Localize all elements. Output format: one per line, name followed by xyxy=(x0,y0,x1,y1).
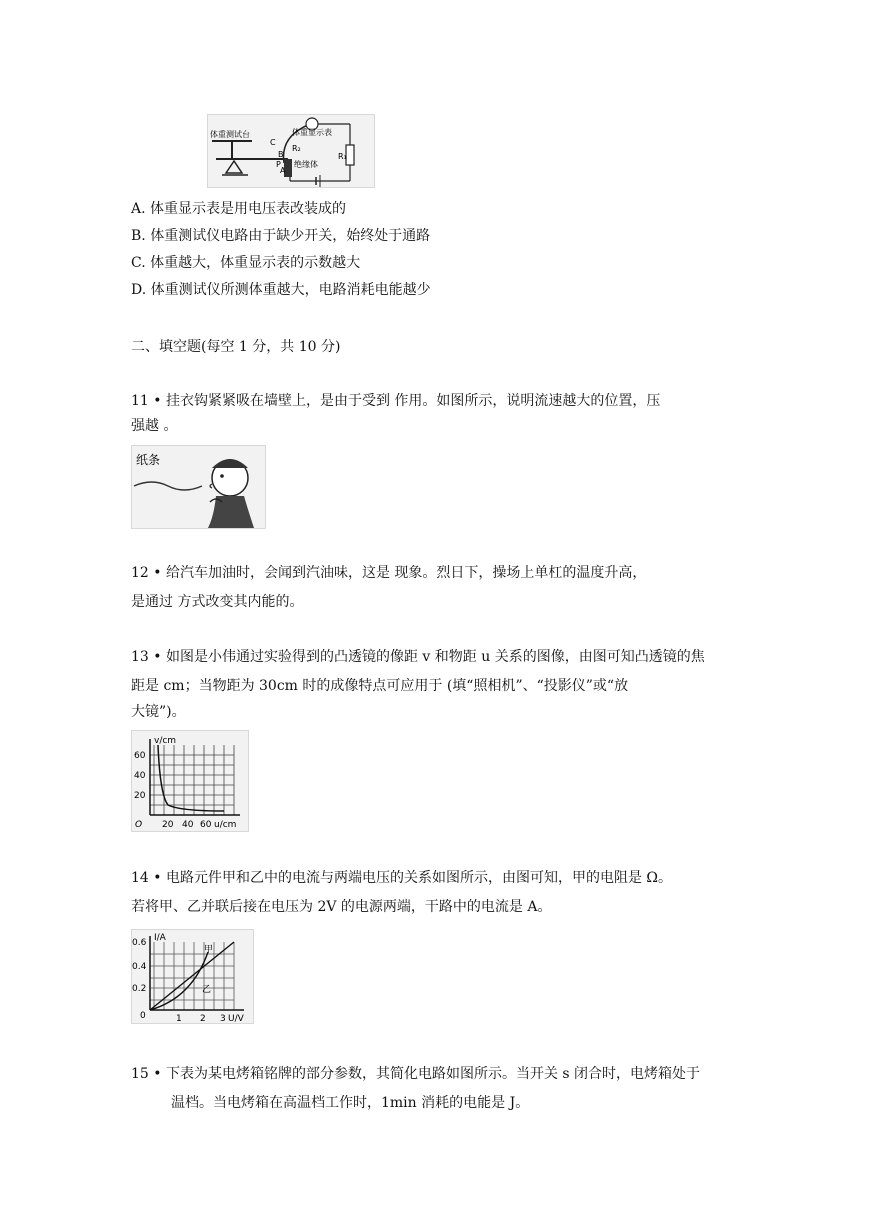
display-label: 体重显示表 xyxy=(292,128,332,137)
y-tick-40: 40 xyxy=(134,771,146,781)
option-c: C. 体重越大，体重显示表的示数越大 xyxy=(131,255,361,271)
y-tick-0-2: 0.2 xyxy=(132,984,147,994)
point-c-label: C xyxy=(270,138,276,147)
q12-line1: 12 • 给汽车加油时，会闻到汽油味，这是 现象。烈日下，操场上单杠的温度升高， xyxy=(131,565,647,581)
q13-line1: 13 • 如图是小伟通过实验得到的凸透镜的像距 v 和物距 u 关系的图像，由图可知凸透镜的焦 xyxy=(131,649,705,665)
option-a: A. 体重显示表是用电压表改装成的 xyxy=(131,201,347,217)
y-tick-60: 60 xyxy=(134,751,146,761)
q13-line2: 距是 cm；当物距为 30cm 时的成像特点可应用于 (填“照相机”、“投影仪”或“放 xyxy=(131,678,629,694)
series-yi-label: 乙 xyxy=(202,985,212,995)
x-tick-40: 40 xyxy=(182,820,194,830)
q11-line1: 11 • 挂衣钩紧紧吸在墙壁上，是由于受到 作用。如图所示，说明流速越大的位置，压 xyxy=(131,393,661,409)
platform-label: 体重测试台 xyxy=(210,130,250,139)
v-axis-label: v/cm xyxy=(154,736,177,746)
q15-line1: 15 • 下表为某电烤箱铭牌的部分参数，其简化电路如图所示。当开关 s 闭合时，电烤箱处于 xyxy=(131,1066,701,1082)
origin-label: 0 xyxy=(140,1011,146,1021)
q13-line3: 大镜”)。 xyxy=(131,704,186,720)
paper-strip-label: 纸条 xyxy=(136,453,161,467)
q14-line1: 14 • 电路元件甲和乙中的电流与两端电压的关系如图所示，由图可知，甲的电阻是 Ω。 xyxy=(131,870,673,886)
iu-graph-figure xyxy=(131,929,254,1024)
series-jia-label: 甲 xyxy=(204,945,214,955)
section-heading: 二、填空题(每空 1 分，共 10 分) xyxy=(131,339,341,355)
q14-line2: 若将甲、乙并联后接在电压为 2V 的电源两端，干路中的电流是 A。 xyxy=(131,899,552,915)
point-p-label: P xyxy=(276,160,281,169)
point-b-label: B xyxy=(278,150,284,159)
paper-strip-figure xyxy=(131,445,266,529)
lens-v-u-graph xyxy=(132,731,248,831)
y-tick-0-4: 0.4 xyxy=(132,962,147,972)
u-axis-label: U/V xyxy=(228,1014,244,1023)
r1-label: R₁ xyxy=(338,152,347,161)
q12-line2: 是通过 方式改变其内能的。 xyxy=(131,594,304,610)
x-tick-1: 1 xyxy=(176,1014,182,1023)
x-tick-20: 20 xyxy=(162,820,174,830)
y-tick-0-6: 0.6 xyxy=(132,938,147,948)
q15-line2: 温档。当电烤箱在高温档工作时，1min 消耗的电能是 J。 xyxy=(171,1095,530,1111)
option-d: D. 体重测试仪所测体重越大，电路消耗电能越少 xyxy=(131,282,431,298)
circuit-diagram xyxy=(208,115,374,187)
q11-line2: 强越 。 xyxy=(131,418,178,434)
current-voltage-graph xyxy=(132,930,253,1023)
weight-tester-circuit-figure xyxy=(207,114,375,188)
point-a-label: A xyxy=(280,166,286,175)
option-b: B. 体重测试仪电路由于缺少开关，始终处于通路 xyxy=(131,228,431,244)
r2-label: R₂ xyxy=(292,144,301,153)
x-tick-3: 3 xyxy=(220,1014,226,1023)
y-tick-20: 20 xyxy=(134,791,146,801)
insulator-label: 绝缘体 xyxy=(294,160,318,169)
lens-graph-figure xyxy=(131,730,249,832)
i-axis-label: I/A xyxy=(154,933,166,943)
x-tick-60: 60 xyxy=(200,820,212,830)
paper-strip-illustration xyxy=(132,446,265,528)
x-tick-2: 2 xyxy=(200,1014,206,1023)
u-axis-label: u/cm xyxy=(214,820,237,830)
origin-label: O xyxy=(135,820,143,830)
